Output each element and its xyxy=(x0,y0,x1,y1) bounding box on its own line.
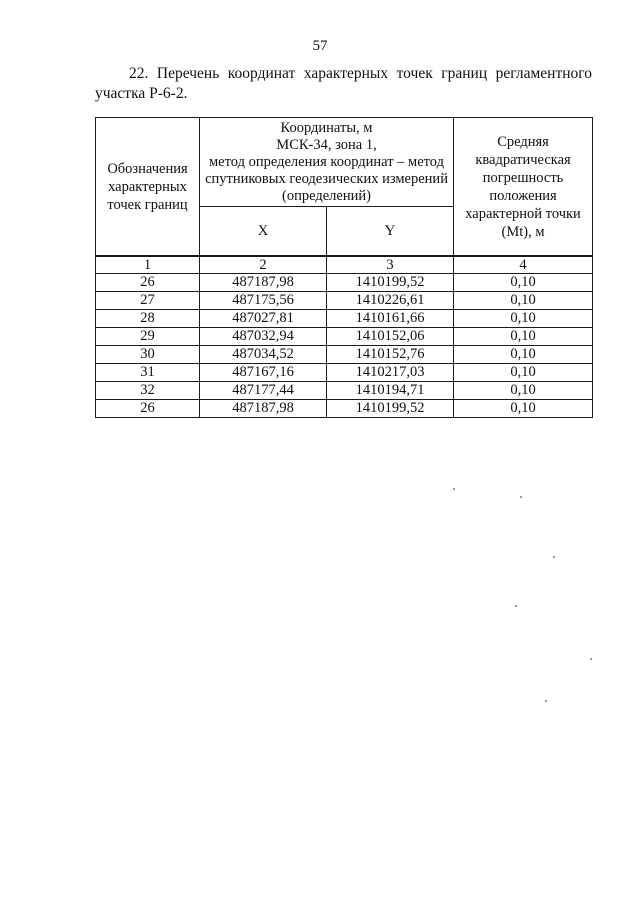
table-row xyxy=(96,274,593,292)
y-cell: 1410161,66 xyxy=(327,310,454,328)
table-row xyxy=(96,328,593,346)
x-cell: 487167,16 xyxy=(200,364,327,382)
header-designation: Обозначения характерных точек границ xyxy=(96,118,200,257)
point-cell: 28 xyxy=(96,310,200,328)
page-number: 57 xyxy=(312,38,328,54)
table-row xyxy=(96,382,593,400)
heading-line-1: 22. Перечень координат характерных точек границ регламентного xyxy=(129,65,592,82)
x-cell: 487187,98 xyxy=(200,274,327,292)
table-row xyxy=(96,310,593,328)
y-cell: 1410194,71 xyxy=(327,382,454,400)
point-cell: 27 xyxy=(96,292,200,310)
section-heading xyxy=(95,64,592,104)
coordinates-table xyxy=(95,117,593,418)
scan-speck xyxy=(590,658,592,660)
column-number-row xyxy=(96,256,593,274)
y-cell: 1410199,52 xyxy=(327,274,454,292)
y-cell: 1410152,76 xyxy=(327,346,454,364)
header-coordinates: Координаты, м МСК-34, зона 1, метод определения координат – метод спутниковых геодезических измерений (определений) xyxy=(200,118,454,207)
y-cell: 1410226,61 xyxy=(327,292,454,310)
scan-speck xyxy=(545,700,547,702)
x-cell: 487177,44 xyxy=(200,382,327,400)
header-mean-square-error: Средняя квадратическая погрешность положения характерной точки (Mt), м xyxy=(454,118,593,257)
point-cell: 31 xyxy=(96,364,200,382)
column-number: 2 xyxy=(200,256,327,274)
header-x: X xyxy=(200,207,327,257)
heading-line-2: участка Р-6-2. xyxy=(95,85,188,102)
column-number: 1 xyxy=(96,256,200,274)
point-cell: 29 xyxy=(96,328,200,346)
column-number: 3 xyxy=(327,256,454,274)
table-row xyxy=(96,364,593,382)
x-cell: 487027,81 xyxy=(200,310,327,328)
mt-cell: 0,10 xyxy=(454,364,593,382)
header-y: Y xyxy=(327,207,454,257)
point-cell: 26 xyxy=(96,274,200,292)
table-row xyxy=(96,400,593,418)
scan-speck xyxy=(553,556,555,558)
x-cell: 487175,56 xyxy=(200,292,327,310)
scan-speck xyxy=(515,605,517,607)
point-cell: 32 xyxy=(96,382,200,400)
x-cell: 487187,98 xyxy=(200,400,327,418)
point-cell: 26 xyxy=(96,400,200,418)
x-cell: 487032,94 xyxy=(200,328,327,346)
mt-cell: 0,10 xyxy=(454,346,593,364)
scan-speck xyxy=(453,488,455,490)
scan-speck xyxy=(520,496,522,498)
y-cell: 1410217,03 xyxy=(327,364,454,382)
mt-cell: 0,10 xyxy=(454,292,593,310)
column-number: 4 xyxy=(454,256,593,274)
mt-cell: 0,10 xyxy=(454,328,593,346)
mt-cell: 0,10 xyxy=(454,274,593,292)
point-cell: 30 xyxy=(96,346,200,364)
mt-cell: 0,10 xyxy=(454,382,593,400)
x-cell: 487034,52 xyxy=(200,346,327,364)
mt-cell: 0,10 xyxy=(454,400,593,418)
y-cell: 1410199,52 xyxy=(327,400,454,418)
table-row xyxy=(96,292,593,310)
mt-cell: 0,10 xyxy=(454,310,593,328)
table-row xyxy=(96,346,593,364)
y-cell: 1410152,06 xyxy=(327,328,454,346)
